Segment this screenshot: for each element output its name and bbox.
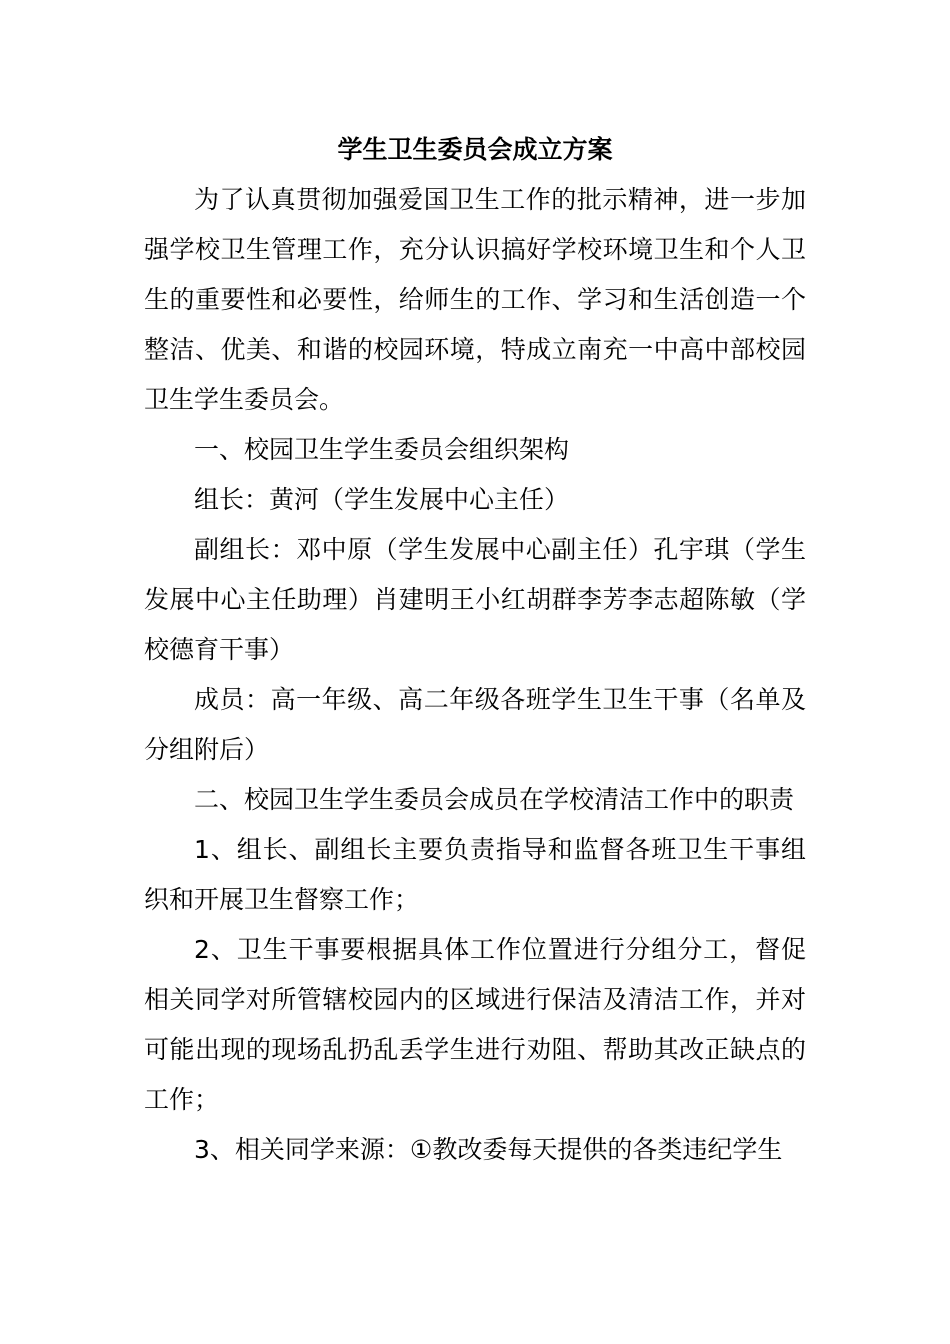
paragraph-intro: 为了认真贯彻加强爱国卫生工作的批示精神，进一步加强学校卫生管理工作，充分认识搞好学校环境卫生和个人卫生的重要性和必要性，给师生的工作、学习和生活创造一个整洁、优美、和谐的校园环境，特成立南充一中高中部校园卫生学生委员会。 (144, 185, 806, 414)
paragraph-duty-3: 3、相关同学来源：①教改委每天提供的各类违纪学生 (194, 1135, 783, 1164)
document-body (144, 175, 806, 1175)
section-heading-organization: 一、校园卫生学生委员会组织架构 (194, 435, 570, 464)
paragraph-duty-1: 1、组长、副组长主要负责指导和监督各班卫生干事组织和开展卫生督察工作； (144, 835, 806, 914)
paragraph-leader: 组长：黄河（学生发展中心主任） (194, 485, 570, 514)
paragraph-members: 成员：高一年级、高二年级各班学生卫生干事（名单及分组附后） (144, 685, 806, 764)
paragraph-duty-2: 2、卫生干事要根据具体工作位置进行分组分工，督促相关同学对所管辖校园内的区域进行保洁及清洁工作，并对可能出现的现场乱扔乱丢学生进行劝阻、帮助其改正缺点的工作； (144, 935, 806, 1114)
document-title: 学生卫生委员会成立方案 (337, 135, 613, 164)
section-heading-duties: 二、校园卫生学生委员会成员在学校清洁工作中的职责 (194, 785, 795, 814)
paragraph-deputy-leaders: 副组长：邓中原（学生发展中心副主任）孔宇琪（学生发展中心主任助理）肖建明王小红胡群李芳李志超陈敏（学校德育干事） (144, 535, 806, 664)
